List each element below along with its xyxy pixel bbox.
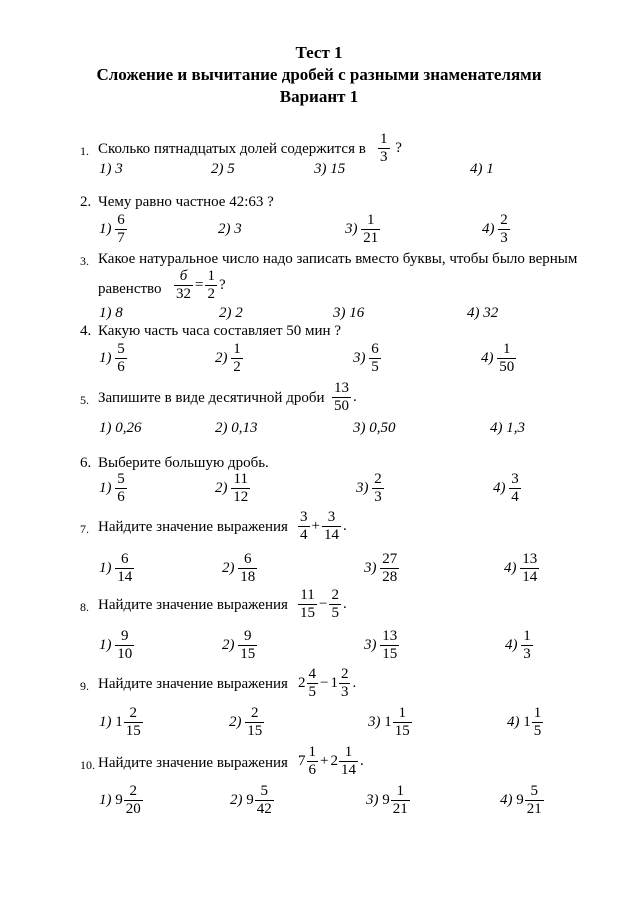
option-2[interactable]: 2) $\frac{2}{15}$ xyxy=(229,705,263,739)
option-1[interactable]: 1) $\frac{6}{7}$ xyxy=(99,212,125,246)
question-number: 7. xyxy=(80,522,89,536)
question-number: 4. xyxy=(80,323,92,339)
option-4[interactable]: 4) 32 xyxy=(467,305,499,321)
option-2[interactable]: 2) 2 xyxy=(219,305,243,321)
question-text: Найдите значение выражения xyxy=(98,597,288,613)
test-variant: Вариант 1 xyxy=(279,87,359,106)
option-4[interactable]: 4) 1 xyxy=(470,161,494,177)
option-2[interactable]: 2) $\frac{11}{12}$ xyxy=(215,471,249,505)
question-text: Сколько пятнадцатых долей содержится в xyxy=(98,141,366,157)
option-2[interactable]: 2) 9 $\frac{5}{42}$ xyxy=(230,783,272,817)
option-3[interactable]: 3) 16 xyxy=(333,305,365,321)
test-title: Тест 1 xyxy=(295,43,343,62)
option-2[interactable]: 2) 5 xyxy=(211,161,235,177)
question-expression: 2 $\frac{4}{5}$ − 1 $\frac{2}{3}$ . xyxy=(298,666,357,700)
question-number: 2. xyxy=(80,194,92,210)
option-2[interactable]: 2) $\frac{6}{18}$ xyxy=(222,551,256,585)
question-number: 6. xyxy=(80,455,92,471)
question-text: Выберите большую дробь. xyxy=(98,455,269,471)
question-number: 9. xyxy=(80,679,89,693)
question-text: Запишите в виде десятичной дроби xyxy=(98,390,325,406)
question-text: Найдите значение выражения xyxy=(98,676,288,692)
option-2[interactable]: 2) 0,13 xyxy=(215,420,258,436)
option-1[interactable]: 1) 8 xyxy=(99,305,123,321)
option-3[interactable]: 3) 15 xyxy=(314,161,346,177)
question-number: 10. xyxy=(80,758,95,772)
option-3[interactable]: 3) 1 $\frac{1}{15}$ xyxy=(368,705,410,739)
question-text: Найдите значение выражения xyxy=(98,755,288,771)
question-suffix: ? xyxy=(395,140,402,156)
option-3[interactable]: 3) 9 $\frac{1}{21}$ xyxy=(366,783,408,817)
question-text: Чему равно частное 42:63 ? xyxy=(98,194,274,210)
option-1[interactable]: 1) 9 $\frac{2}{20}$ xyxy=(99,783,141,817)
option-2[interactable]: 2) 3 xyxy=(218,221,242,237)
question-text: Какую часть часа составляет 50 мин ? xyxy=(98,323,341,339)
question-expression: $\frac{11}{15}$ − $\frac{2}{5}$ . xyxy=(300,587,347,621)
option-4[interactable]: 4) $\frac{1}{50}$ xyxy=(481,341,515,375)
question-expression: $\frac{3}{4}$ + $\frac{3}{14}$ . xyxy=(300,509,347,543)
option-1[interactable]: 1) $\frac{5}{6}$ xyxy=(99,341,125,375)
question-fraction: $\frac{1}{3}$ xyxy=(380,131,388,165)
option-1[interactable]: 1) 1 $\frac{2}{15}$ xyxy=(99,705,141,739)
option-1[interactable]: 1) 3 xyxy=(99,161,123,177)
question-number: 5. xyxy=(80,393,89,407)
option-1[interactable]: 1) $\frac{5}{6}$ xyxy=(99,471,125,505)
option-4[interactable]: 4) 9 $\frac{5}{21}$ xyxy=(500,783,542,817)
question-suffix: . xyxy=(353,389,357,405)
option-1[interactable]: 1) 0,26 xyxy=(99,420,142,436)
option-1[interactable]: 1) $\frac{6}{14}$ xyxy=(99,551,133,585)
question-expression: 7 $\frac{1}{6}$ + 2 $\frac{1}{14}$ . xyxy=(298,744,364,778)
option-4[interactable]: 4) $\frac{13}{14}$ xyxy=(504,551,538,585)
question-equation: $\frac{б}{32}$ = $\frac{1}{2}$ ? xyxy=(176,268,226,302)
test-subtitle: Сложение и вычитание дробей с разными знаменателями xyxy=(96,65,542,84)
question-number: 8. xyxy=(80,600,89,614)
option-4[interactable]: 4) $\frac{2}{3}$ xyxy=(482,212,508,246)
question-number: 3. xyxy=(80,254,89,268)
question-text: Найдите значение выражения xyxy=(98,519,288,535)
option-4[interactable]: 4) $\frac{1}{3}$ xyxy=(505,628,531,662)
option-3[interactable]: 3) $\frac{2}{3}$ xyxy=(356,471,382,505)
test-header xyxy=(0,42,638,108)
option-3[interactable]: 3) $\frac{27}{28}$ xyxy=(364,551,398,585)
option-1[interactable]: 1) $\frac{9}{10}$ xyxy=(99,628,133,662)
question-fraction: $\frac{13}{50}$ xyxy=(334,380,349,414)
question-text-continued: равенство xyxy=(98,281,162,297)
option-4[interactable]: 4) 1,3 xyxy=(490,420,525,436)
option-4[interactable]: 4) $\frac{3}{4}$ xyxy=(493,471,519,505)
option-2[interactable]: 2) $\frac{1}{2}$ xyxy=(215,341,241,375)
option-4[interactable]: 4) 1 $\frac{1}{5}$ xyxy=(507,705,542,739)
option-3[interactable]: 3) $\frac{13}{15}$ xyxy=(364,628,398,662)
option-3[interactable]: 3) 0,50 xyxy=(353,420,396,436)
option-3[interactable]: 3) $\frac{1}{21}$ xyxy=(345,212,379,246)
option-2[interactable]: 2) $\frac{9}{15}$ xyxy=(222,628,256,662)
question-number: 1. xyxy=(80,144,89,158)
option-3[interactable]: 3) $\frac{6}{5}$ xyxy=(353,341,379,375)
question-text: Какое натуральное число надо записать вместо буквы, чтобы было верным xyxy=(98,251,578,267)
